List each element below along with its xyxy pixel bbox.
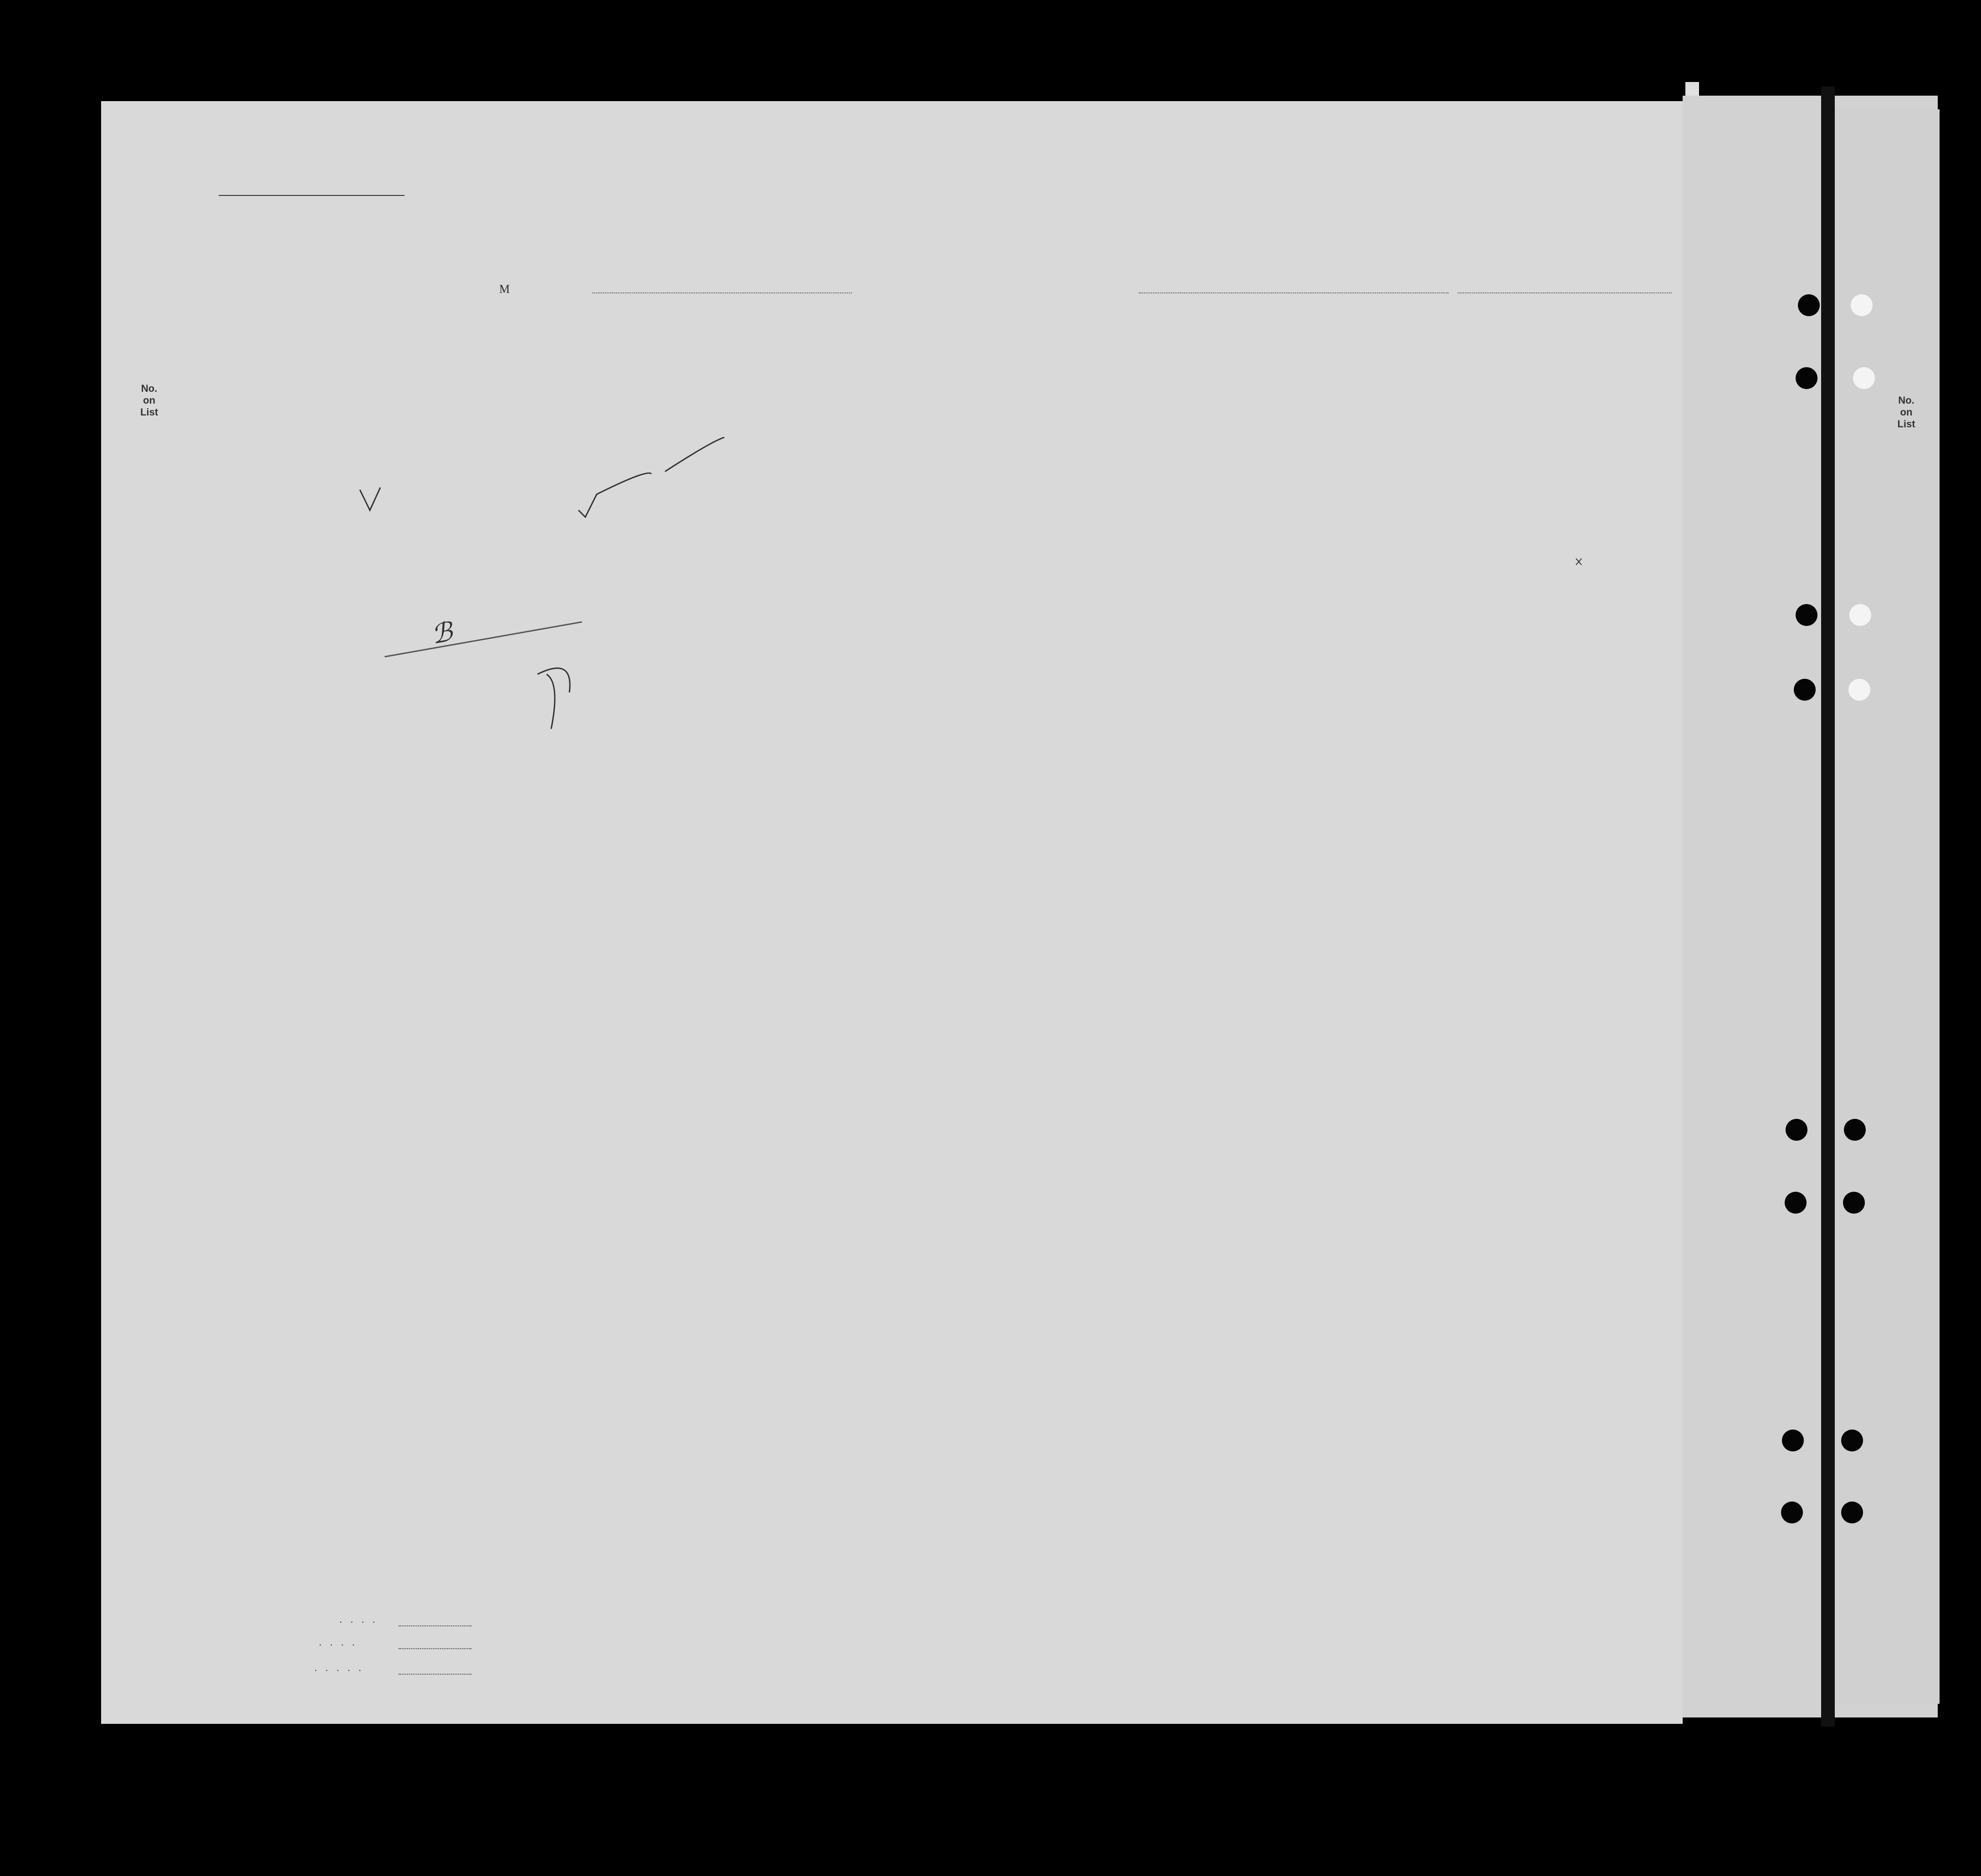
punch-hole bbox=[1849, 604, 1871, 626]
total-passengers-line bbox=[399, 1625, 471, 1626]
punch-hole bbox=[1786, 1119, 1807, 1141]
punch-hole bbox=[1798, 294, 1820, 316]
punch-hole bbox=[1785, 1192, 1807, 1214]
punch-hole bbox=[1843, 1192, 1865, 1214]
punch-hole bbox=[1841, 1502, 1863, 1523]
punch-hole bbox=[1848, 679, 1870, 701]
punch-hole bbox=[1782, 1430, 1804, 1451]
dots: . . . . bbox=[319, 1636, 358, 1648]
checkmark bbox=[360, 487, 380, 510]
col-header-no-on-list-right: No. on List bbox=[1897, 395, 1915, 430]
punch-hole bbox=[1851, 294, 1873, 316]
punch-hole bbox=[1853, 367, 1875, 389]
punch-hole bbox=[1781, 1502, 1803, 1523]
punch-hole bbox=[1794, 679, 1816, 701]
dots: . . . . . bbox=[314, 1662, 364, 1673]
punch-hole bbox=[1796, 367, 1817, 389]
col-header-no-on-list: No. on List bbox=[140, 383, 159, 418]
punch-hole bbox=[1841, 1430, 1863, 1451]
stamp-signature: ℬ bbox=[429, 616, 455, 650]
inspector-stroke bbox=[537, 668, 570, 729]
x-mark bbox=[1576, 559, 1582, 565]
checkmark-tick bbox=[578, 437, 724, 517]
aliens-line bbox=[399, 1674, 471, 1675]
us-citizens-line bbox=[399, 1648, 471, 1649]
punch-hole bbox=[1844, 1119, 1866, 1141]
ship-prefix-mark: M bbox=[499, 282, 510, 296]
punch-hole bbox=[1796, 604, 1817, 626]
dots: . . . . bbox=[339, 1614, 378, 1625]
